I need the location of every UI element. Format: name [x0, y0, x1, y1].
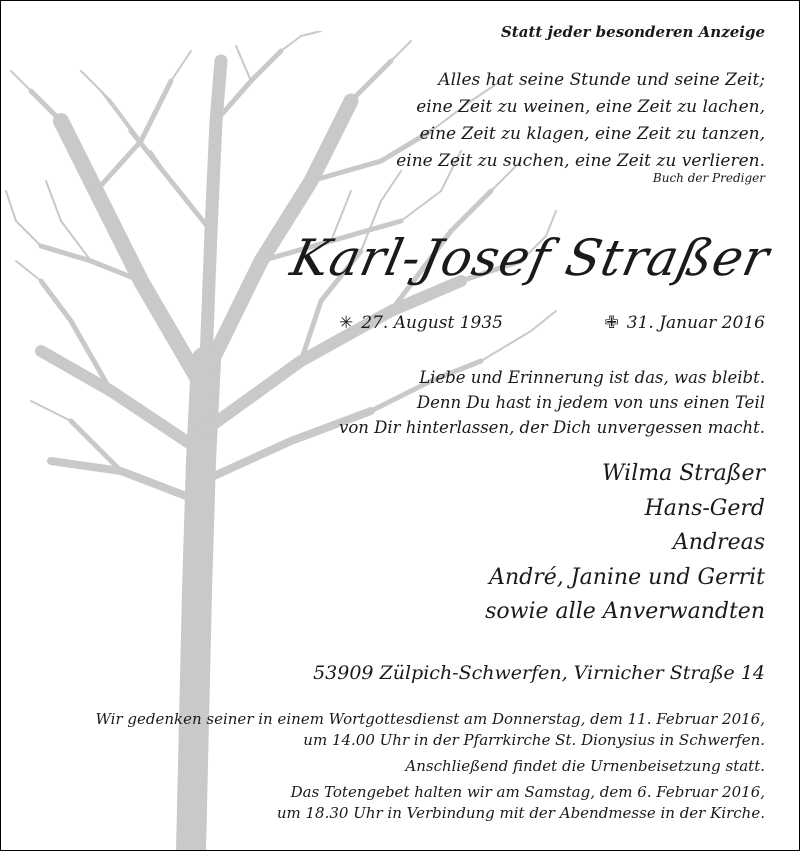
poem-line: eine Zeit zu weinen, eine Zeit zu lachen, — [416, 97, 765, 117]
mourner: Wilma Straßer — [601, 461, 765, 486]
service-line: Das Totengebet halten wir am Samstag, dem 6. Februar 2016, — [290, 783, 765, 801]
mourner: sowie alle Anverwandten — [485, 599, 765, 624]
poem-source: Buch der Prediger — [652, 171, 765, 185]
notice-header: Statt jeder besonderen Anzeige — [500, 23, 765, 41]
poem-line: eine Zeit zu klagen, eine Zeit zu tanzen, — [419, 124, 765, 144]
mourner: Hans-Gerd — [644, 495, 765, 521]
mourner: Andreas — [672, 530, 765, 555]
service-line: Wir gedenken seiner in einem Wortgottesdienst am Donnerstag, dem 11. Februar 2016, — [95, 710, 765, 728]
quote-line: von Dir hinterlassen, der Dich unvergessen macht. — [339, 418, 765, 437]
service-info — [96, 709, 766, 824]
quote-line: Liebe und Erinnerung ist das, was bleibt. — [419, 368, 765, 387]
poem-line: Alles hat seine Stunde und seine Zeit; — [438, 70, 765, 90]
service-line: um 18.30 Uhr in Verbindung mit der Abendmesse in der Kirche. — [276, 804, 765, 822]
memorial-quote — [339, 365, 765, 440]
death-date: 31. Januar 2016 — [626, 313, 765, 333]
service-line: um 14.00 Uhr in der Pfarrkirche St. Dionysius in Schwerfen. — [303, 731, 765, 749]
family-address: 53909 Zülpich-Schwerfen, Virnicher Straße 14 — [313, 662, 765, 684]
birth-date-group — [339, 313, 503, 333]
asterisk-birth-icon: ✳ — [339, 313, 354, 333]
poem-line: eine Zeit zu suchen, eine Zeit zu verlieren. — [396, 151, 765, 171]
mourners-list — [485, 457, 765, 630]
mourner: André, Janine und Gerrit — [489, 564, 765, 590]
deceased-name: Karl-Josef Straßer — [286, 229, 776, 287]
service-line: Anschließend findet die Urnenbeisetzung statt. — [405, 757, 765, 775]
poem — [396, 67, 765, 175]
quote-line: Denn Du hast in jedem von uns einen Teil — [416, 393, 765, 412]
birth-date: 27. August 1935 — [361, 313, 503, 333]
cross-death-icon: ✙ — [604, 313, 619, 333]
death-date-group — [605, 313, 765, 333]
